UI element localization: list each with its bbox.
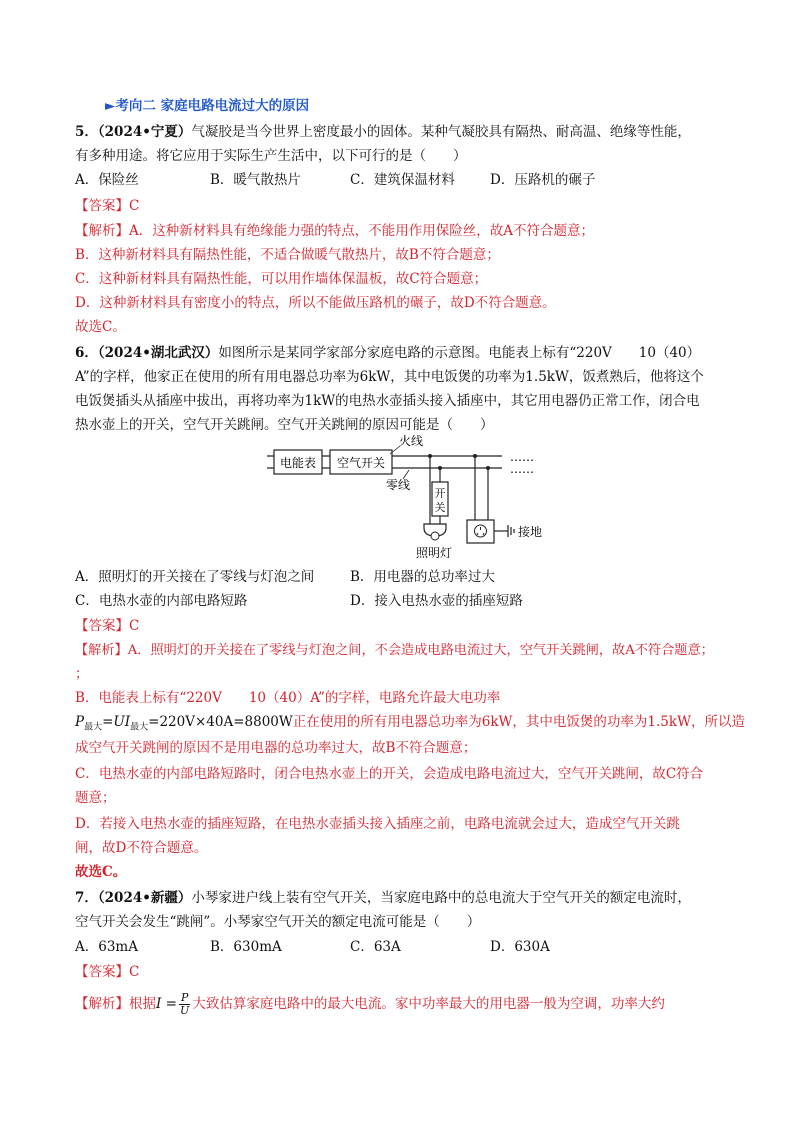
- section-title: 考向二 家庭电路电流过大的原因: [115, 98, 310, 114]
- q6-option-c: C．电热水壶的内部电路短路: [75, 593, 248, 609]
- socket-face: [475, 525, 487, 537]
- q7-answer: 【答案】C: [75, 964, 140, 980]
- ground-label: 接地: [518, 525, 543, 539]
- q6-option-b: B．用电器的总功率过大: [350, 569, 495, 585]
- q6-stem-line-3: 电饭煲插头从插座中拔出，再将功率为1kW的电热水壶插头接入插座中，其它用电器仍正常工作，闭合电: [75, 393, 700, 409]
- q6-analysis-a-1: [75, 640, 714, 661]
- q6-stem-line-2: A”的字样，他家正在使用的所有用电器总功率为6kW，其中电饭煲的功率为1.5kW，饭煮熟后，他将这个: [75, 369, 704, 385]
- q6-option-d: D．接入电热水壶的插座短路: [350, 593, 523, 609]
- q6-source: （2024•湖北武汉）: [97, 345, 219, 361]
- q5-option-d: D．压路机的碾子: [490, 172, 596, 188]
- q7-formula-i: I =: [156, 996, 177, 1012]
- q6-conclusion: 故选C。: [75, 864, 127, 880]
- formula-i-sub: 最大: [130, 722, 149, 733]
- section-marker: ►: [105, 98, 116, 114]
- q5-analysis-2: B．这种新材料具有隔热性能，不适合做暖气散热片，故B不符合题意；: [75, 247, 500, 263]
- formula-result: =220V×40A=8800W: [148, 714, 293, 730]
- q7-analysis-a: 【解析】根据: [75, 996, 156, 1012]
- q6-number: 6．: [75, 345, 98, 361]
- section-heading: [105, 96, 309, 116]
- formula-p-sub: 最大: [84, 722, 103, 733]
- q7-analysis-line: [75, 992, 665, 1017]
- q5-option-c: C．建筑保温材料: [350, 172, 455, 188]
- q6-formula-line: [75, 712, 745, 738]
- q6-analysis-c-1: C．电热水壶的内部电路短路时，闭合电热水壶上的开关，会造成电路电流过大，空气开关跳闸，故C符合: [75, 766, 704, 782]
- q5-analysis-1: 【解析】A．这种新材料具有绝缘能力强的特点，不能用作用保险丝，故A不符合题意；: [75, 223, 594, 239]
- q6-analysis-b-1: B．电能表上标有“220V 10（40）A”的字样，电路允许最大电功率: [75, 690, 501, 706]
- q6-analysis-d-2: 闸，故D不符合题意。: [75, 840, 208, 856]
- q6-stem-line-1: [75, 343, 700, 363]
- live-label: 火线: [399, 434, 424, 448]
- q7-source: （2024•新疆）: [97, 890, 192, 906]
- q6-formula: [75, 714, 293, 733]
- q5-conclusion: 故选C。: [75, 319, 126, 335]
- q6-analysis-b-3: 成空气开关跳闸的原因不是用电器的总功率过大，故B不符合题意；: [75, 740, 477, 756]
- circuit-diagram: [262, 432, 552, 564]
- q7-stem-line-2: 空气开关会发生“跳闸”。小琴家空气开关的额定电流可能是（ ）: [75, 914, 481, 930]
- q5-stem-line-2: 有多种用途。将它应用于实际生产生活中，以下可行的是（ ）: [75, 148, 467, 164]
- q5-stem-text-1: 气凝胶是当今世界上密度最小的固体。某种气凝胶具有隔热、耐高温、绝缘等性能，: [191, 124, 691, 140]
- lamp-bulb: [431, 532, 439, 540]
- lamp-label: 照明灯: [415, 546, 453, 560]
- switch-label-bottom: 关: [434, 501, 446, 514]
- q6-analysis-c-2: 题意；: [75, 790, 116, 806]
- q6-analysis-a-2: ；: [75, 666, 89, 682]
- fraction-numerator: P: [180, 991, 189, 1004]
- q7-stem-text-1: 小琴家进户线上装有空气开关，当家庭电路中的总电流大于空气开关的额定电流时，: [191, 890, 691, 906]
- q6-answer: 【答案】C: [75, 618, 140, 634]
- q6-stem-text-1: 如图所示是某同学家部分家庭电路的示意图。电能表上标有“220V 10（40）: [218, 345, 701, 361]
- neutral-label: 零线: [386, 478, 411, 492]
- switch-label-top: 开: [434, 487, 446, 500]
- q5-analysis-3: C．这种新材料具有隔热性能，可以用作墙体保温板，故C符合题意；: [75, 271, 488, 287]
- live-dots: ……: [510, 450, 534, 464]
- q6-analysis-a-text: 【解析】A．照明灯的开关接在了零线与灯泡之间，不会造成电路电流过大，空气开关跳闸，故A不符合题意；: [75, 643, 714, 658]
- q6-analysis-d-1: D．若接入电热水壶的插座短路，在电热水壶插头接入插座之前，电路电流就会过大，造成空气开关跳: [75, 816, 680, 832]
- q7-option-b: B．630mA: [210, 939, 282, 955]
- q5-answer: 【答案】C: [75, 198, 140, 214]
- q6-analysis-b-2: 正在使用的所有用电器总功率为6kW，其中电饭煲的功率为1.5kW，所以造: [292, 714, 745, 730]
- q6-stem-line-4: 热水壶上的开关，空气开关跳闸。空气开关跳闸的原因可能是（ ）: [75, 417, 494, 433]
- q5-option-a: A．保险丝: [75, 172, 139, 188]
- neutral-dots: ……: [510, 462, 534, 476]
- q7-number: 7．: [75, 890, 98, 906]
- meter-label: 电能表: [279, 456, 317, 470]
- q7-option-a: A．63mA: [75, 939, 138, 955]
- formula-p: P: [75, 714, 85, 730]
- q7-option-d: D．630A: [490, 939, 550, 955]
- q7-analysis-b: 大致估算家庭电路中的最大电流。家中功率最大的用电器一般为空调，功率大约: [192, 996, 665, 1012]
- q7-option-c: C．63A: [350, 939, 401, 955]
- q6-option-a: A．照明灯的开关接在了零线与灯泡之间: [75, 569, 315, 585]
- q5-option-b: B．暖气散热片: [210, 172, 301, 188]
- q7-stem-line-1: [75, 888, 691, 908]
- q5-analysis-4: D．这种新材料具有密度小的特点，所以不能做压路机的碾子，故D不符合题意。: [75, 295, 556, 311]
- breaker-label: 空气开关: [336, 456, 386, 470]
- q7-formula-fraction: [179, 992, 190, 1017]
- formula-ui: =UI: [102, 714, 131, 730]
- q5-source: （2024•宁夏）: [97, 124, 192, 140]
- q5-number: 5．: [75, 124, 98, 140]
- fraction-denominator: U: [180, 1004, 190, 1017]
- q5-stem-line-1: [75, 122, 691, 142]
